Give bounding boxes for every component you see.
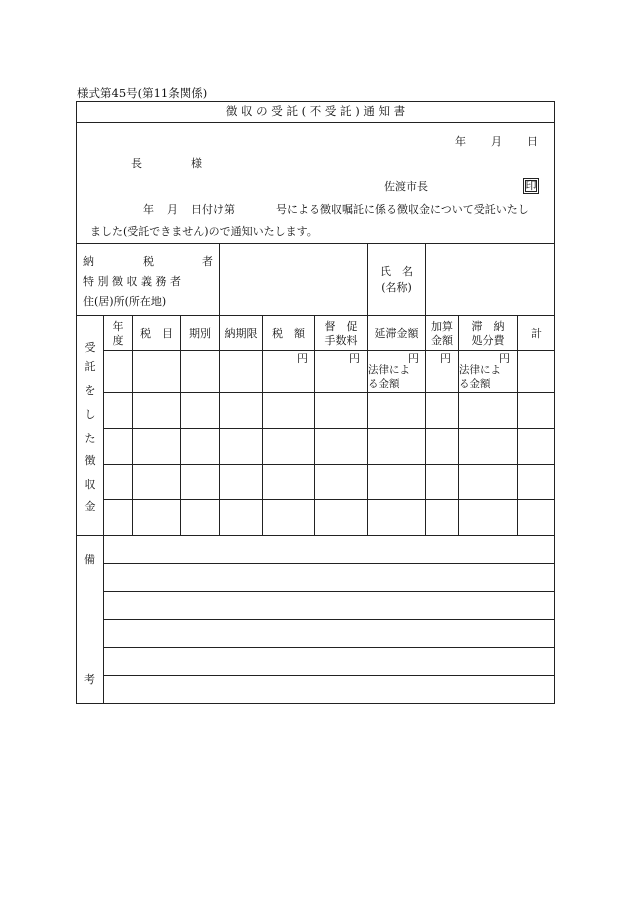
header-zeigaku: 税 額 bbox=[272, 327, 305, 340]
header-kasan-2: 金額 bbox=[431, 334, 453, 347]
side-label-char-5: た bbox=[84, 432, 96, 445]
col-divider-9 bbox=[517, 315, 518, 535]
body-date-prefix: 日付け第 bbox=[191, 203, 235, 216]
col-divider-8 bbox=[458, 315, 459, 535]
col-divider-3 bbox=[219, 315, 220, 535]
address-label: 住(居)所(所在地) bbox=[83, 295, 167, 308]
remarks-line-5 bbox=[103, 675, 555, 676]
row-divider-2 bbox=[103, 428, 555, 429]
header-tokusoku-1: 督 促 bbox=[324, 320, 358, 333]
seal-character: 印 bbox=[525, 179, 537, 192]
unit-kasan: 円 bbox=[440, 352, 451, 365]
side-label-char-2: 託 bbox=[84, 360, 96, 373]
remarks-line-4 bbox=[103, 647, 555, 648]
header-nokigen: 納期限 bbox=[224, 327, 258, 340]
special-collector-label: 特 別 徴 収 義 務 者 bbox=[83, 275, 181, 288]
form-number-label: 様式第45号(第11条関係) bbox=[77, 86, 208, 100]
side-label-char-6: 徴 bbox=[84, 454, 96, 467]
notice-divider bbox=[76, 243, 555, 244]
seal-stamp bbox=[523, 178, 539, 194]
remarks-line-1 bbox=[103, 563, 555, 564]
side-label-char-8: 金 bbox=[84, 500, 96, 513]
entai-legal-note-2: る金額 bbox=[368, 378, 400, 390]
side-label-divider bbox=[103, 315, 104, 535]
taxpayer-l1-a: 納 bbox=[83, 255, 94, 268]
taxpayer-divider-v3 bbox=[425, 243, 426, 315]
side-label-char-4: し bbox=[84, 408, 96, 421]
body-month: 月 bbox=[167, 203, 178, 216]
row-divider-1 bbox=[103, 392, 555, 393]
name-label: 氏 名 bbox=[380, 265, 413, 278]
remarks-line-3 bbox=[103, 619, 555, 620]
header-tainou-1: 滞 納 bbox=[471, 320, 505, 333]
tainou-legal-note-2: る金額 bbox=[459, 378, 491, 390]
taxpayer-l1-b: 税 bbox=[143, 255, 154, 268]
unit-tainou: 円 bbox=[499, 352, 510, 365]
col-divider-2 bbox=[180, 315, 181, 535]
row-divider-4 bbox=[103, 499, 555, 500]
col-divider-7 bbox=[425, 315, 426, 535]
header-entai: 延滞金額 bbox=[374, 327, 419, 340]
body-line2: ました(受託できません)ので通知いたします。 bbox=[90, 225, 318, 238]
sender-name: 佐渡市長 bbox=[384, 180, 428, 193]
row-divider-3 bbox=[103, 464, 555, 465]
side-label-char-7: 収 bbox=[84, 478, 96, 491]
taxpayer-divider bbox=[76, 315, 555, 316]
date-month: 月 bbox=[491, 135, 502, 148]
addressee-title: 長 bbox=[131, 157, 142, 170]
header-row-divider bbox=[103, 350, 555, 351]
remarks-label-top: 備 bbox=[84, 553, 95, 566]
body-line1: 号による徴収嘱託に係る徴収金について受託いたし bbox=[276, 203, 529, 216]
unit-tokusoku: 円 bbox=[349, 352, 360, 365]
addressee-honorific: 様 bbox=[191, 157, 202, 170]
header-zeimoku: 税 目 bbox=[140, 327, 173, 340]
entai-legal-note-1: 法律によ bbox=[368, 364, 410, 376]
date-year: 年 bbox=[455, 135, 466, 148]
taxpayer-divider-v2 bbox=[367, 243, 368, 315]
tainou-legal-note-1: 法律によ bbox=[459, 364, 501, 376]
header-kibetsu: 期別 bbox=[189, 327, 211, 340]
table-bottom-divider bbox=[76, 535, 555, 536]
header-nendo-2: 度 bbox=[112, 334, 124, 347]
col-divider-6 bbox=[367, 315, 368, 535]
col-divider-1 bbox=[132, 315, 133, 535]
date-day: 日 bbox=[527, 135, 538, 148]
side-label-char-3: を bbox=[84, 384, 96, 397]
unit-zeigaku: 円 bbox=[297, 352, 308, 365]
col-divider-5 bbox=[314, 315, 315, 535]
header-kei: 計 bbox=[531, 327, 542, 340]
name-label-sub: (名称) bbox=[381, 281, 412, 294]
side-label-char-1: 受 bbox=[84, 341, 96, 354]
header-tainou-2: 処分費 bbox=[471, 334, 505, 347]
header-nendo-1: 年 bbox=[112, 320, 124, 333]
unit-entai: 円 bbox=[408, 352, 419, 365]
body-year: 年 bbox=[143, 203, 154, 216]
remarks-line-2 bbox=[103, 591, 555, 592]
taxpayer-divider-v1 bbox=[219, 243, 220, 315]
header-kasan-1: 加算 bbox=[431, 320, 453, 333]
form-frame bbox=[76, 101, 555, 704]
col-divider-4 bbox=[262, 315, 263, 535]
taxpayer-l1-c: 者 bbox=[202, 255, 213, 268]
title-divider bbox=[76, 122, 555, 123]
remarks-divider bbox=[103, 535, 104, 704]
document-title: 徴 収 の 受 託 ( 不 受 託 ) 通 知 書 bbox=[225, 104, 406, 118]
remarks-label-bottom: 考 bbox=[84, 673, 95, 686]
header-tokusoku-2: 手数料 bbox=[324, 334, 358, 347]
